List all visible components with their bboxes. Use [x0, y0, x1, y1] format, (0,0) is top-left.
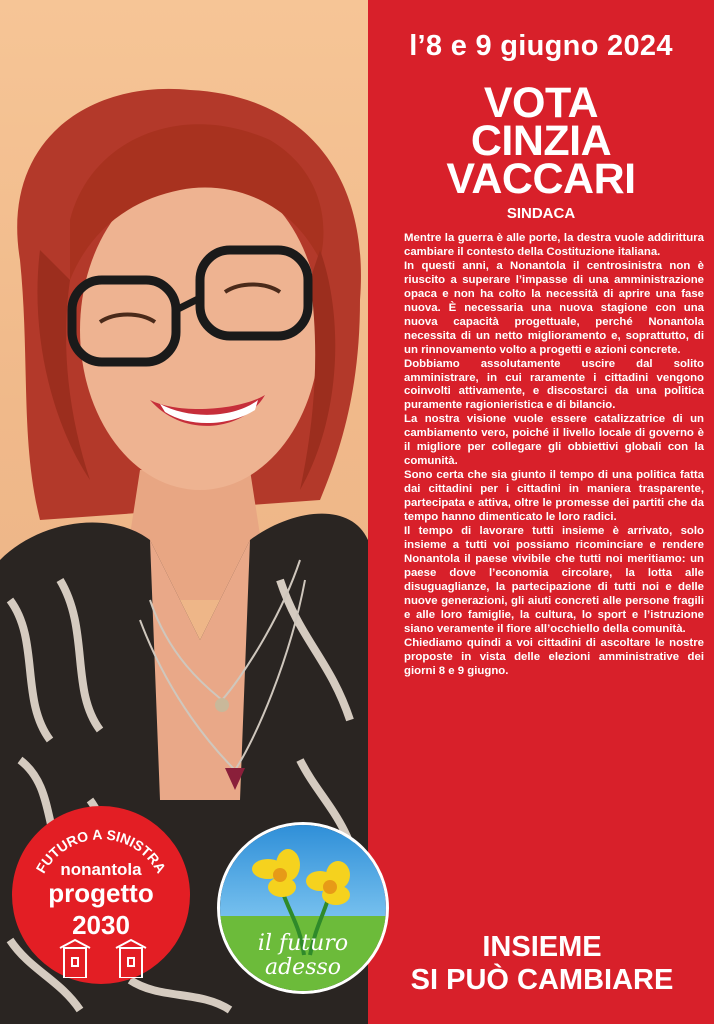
vote-headline-line: VACCARI [446, 155, 636, 203]
badge-town: nonantola [60, 860, 142, 879]
manifesto-paragraph: Dobbiamo assolutamente uscire dal solito amministrare, in cui raramente i cittadini vengono coinvolti attivamente, e discostarci da una politica puramente ragionieristica e di bilancio. [404, 357, 704, 412]
manifesto-paragraph: Mentre la guerra è alle porte, la destra vuole addirittura cambiare il contesto della Costituzione italiana. [404, 232, 704, 258]
election-date: l’8 e 9 giugno 2024 [409, 30, 673, 62]
slogan-line: INSIEME [482, 931, 602, 963]
candidate-role: SINDACA [506, 205, 576, 222]
progetto-2030-badge [12, 806, 190, 984]
manifesto-paragraph: Chiediamo quindi a voi cittadini di ascoltare le nostre proposte in vista delle elezioni amministrative dei giorni 8 e 9 giugno. [404, 636, 704, 677]
towers-icon [52, 938, 152, 978]
vote-headline [380, 79, 702, 203]
logo-text-line: adesso [264, 955, 342, 980]
manifesto-paragraph: In questi anni, a Nonantola il centrosinistra non è riuscito a superare l’impasse di una amministrazione opaca e non ha colto la necessità di aprire una fase nuova. È necessaria una nuova stagione con una nuova capacità progettuale, perché Nonantola necessita di un netto miglioramento e, soprattutto, di un rinnovamento volto a progetti e azioni concrete. [404, 259, 704, 356]
badge-arc-text: FUTURO A SINISTRA [32, 826, 170, 876]
manifesto-paragraph: La nostra visione vuole essere catalizzatrice di un cambiamento vero, poiché il livello locale di governo è il migliore per collegare gli obbiettivi globali con la comunità. [404, 413, 704, 468]
logo-text-line: il futuro [257, 931, 349, 956]
vote-headline-line: VOTA [483, 79, 599, 127]
campaign-slogan [370, 931, 714, 997]
manifesto-paragraph: Il tempo di lavorare tutti insieme è arrivato, solo insieme a tutti voi possiamo ricominciare e rendere Nonantola il paese vivibile che tutti noi meritiamo: un paese dove l’economia circolare, la lotta alle disuguaglianze, la partecipazione di tutti noi e delle nuove generazioni, gli aiuti concreti alle persone fragili e alle loro famiglie, la cultura, lo sport e l’istruzione siano veramente il fiore all’occhiello della comunità. [404, 525, 704, 635]
il-futuro-adesso-logo [217, 822, 389, 994]
badge-year: 2030 [72, 910, 130, 940]
slogan-line: SI PUÒ CAMBIARE [410, 964, 674, 996]
badge-project: progetto [48, 878, 154, 908]
manifesto-paragraph: Sono certa che sia giunto il tempo di una politica fatta dai cittadini per i cittadini in maniera trasparente, partecipata e attiva, oltre le promesse dei partiti che da tempo hanno dimenticato le loro radici. [404, 469, 704, 524]
vote-headline-line: CINZIA [470, 117, 612, 165]
manifesto-text [404, 232, 704, 679]
